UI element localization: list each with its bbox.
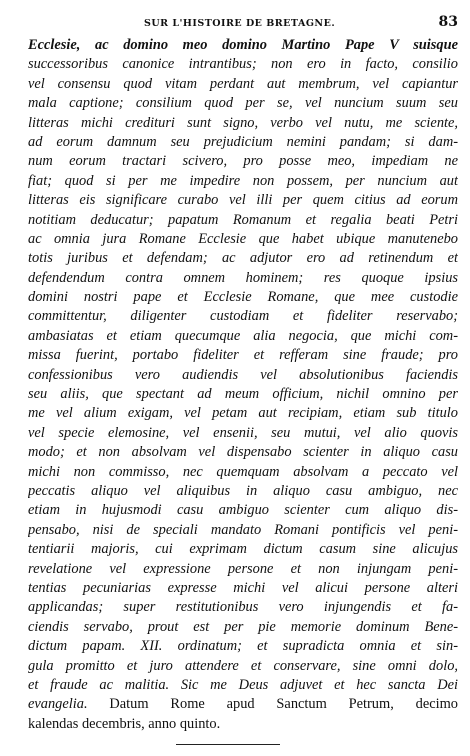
text-line: me vel alium exigam, vel petam aut recipiam, etiam sub titulo: [28, 405, 458, 422]
dating-clause: Datum Rome apud Sanctum Petrum, decimo: [109, 696, 458, 713]
text-line: revelatione vel expressione persone et non injungam peni-: [28, 560, 458, 577]
text-line: dictum papam. XII. ordinatum; et supradicta omnia et sin-: [28, 638, 458, 655]
text-line: confessionibus vero audiendis vel absolutionibus faciendis: [28, 366, 458, 383]
text-line: ad eorum damnum seu prejudicium nemini pandam; si dam-: [28, 133, 458, 150]
text-line: gula promitto et juro attendere et conservare, sine omni dolo,: [28, 657, 458, 674]
text-line: seu aliis, que spectant ad meum officium, nichil omnino per: [28, 386, 458, 403]
text-line: litteras michi credituri sunt signo, verbo vel nutu, me sciente,: [28, 114, 458, 131]
text-line: committentur, diligenter custodiam et fideliter reservabo;: [28, 308, 458, 325]
body-text: [28, 36, 458, 734]
text-line: ac omnia jura Romane Ecclesie que habet ubique manutenebo: [28, 230, 458, 247]
text-line: domini nostri pape et Ecclesie Romane, que mee custodie: [28, 289, 458, 306]
text-line: tentiarii majoris, cui exprimam dictum casum sine alicujus: [28, 541, 458, 558]
page-header: [28, 10, 458, 30]
text-line: ambasiatas et etiam quecumque alia negocia, que michi com-: [28, 327, 458, 344]
text-line: totis juribus et defendam; ac adjutor ero ad retinendum et: [28, 250, 458, 267]
text-line: michi non commisso, nec quemquam absolvam a peccato vel: [28, 463, 458, 480]
text-line: modo; et non absolvam vel dispensabo scienter in aliquo casu: [28, 444, 458, 461]
text-line: vel consensu quod vitam perdant aut membrum, vel capiantur: [28, 75, 458, 92]
text-line: litteras eis significare curabo vel illi per quem citius ad eorum: [28, 192, 458, 209]
text-line: tentias pecuniarias expresse michi vel alicui persone alteri: [28, 579, 458, 596]
text-line: et fraude ac malitia. Sic me Deus adjuvet et hec sancta Dei: [28, 676, 458, 693]
text-line: vel specie elemosine, vel ensenii, seu mutui, vel alio quovis: [28, 424, 458, 441]
text-line: pensabo, nisi de speciali mandato Romani pontificis vel peni-: [28, 521, 458, 538]
text-line: Ecclesie, ac domino meo domino Martino Pape V suisque: [28, 37, 458, 53]
text-line: missa fuerint, portabo fideliter et refferam sine fraude; pro: [28, 347, 458, 364]
text-line: mala captione; consilium quod per se, vel nuncium suum seu: [28, 95, 458, 112]
page-number: 83: [438, 14, 458, 30]
text-line: kalendas decembris, anno quinto.: [28, 715, 221, 732]
running-title: SUR L'HISTOIRE DE BRETAGNE.: [144, 18, 336, 29]
text-line: ciendis servabo, prout est per pie memorie dominum Bene-: [28, 618, 458, 635]
text-line: etiam in hujusmodi casu ambiguo scienter cum aliquo dis-: [28, 502, 458, 519]
text-line: notitiam deducatur; papatum Romanum et regalia beati Petri: [28, 211, 458, 228]
text-line: [28, 695, 458, 714]
text-line: peccatis aliquo vel aliquibus in aliquo casu ambiguo, nec: [28, 482, 458, 499]
text-line: successoribus canonice intrantibus; non ero in facto, consilio: [28, 56, 458, 73]
text-line: num eorum tractari scivero, pro posse meo, impediam ne: [28, 153, 458, 170]
closing-rule: [176, 744, 280, 745]
text-line: applicandas; super restitutionibus vero injungendis et fa-: [28, 599, 458, 616]
evangelia-word: evangelia.: [28, 696, 88, 713]
text-line: defendendum contra omnem hominem; res quoque ipsius: [28, 269, 458, 286]
text-line: fiat; quod si per me impedire non possem, per nuncium aut: [28, 172, 458, 189]
